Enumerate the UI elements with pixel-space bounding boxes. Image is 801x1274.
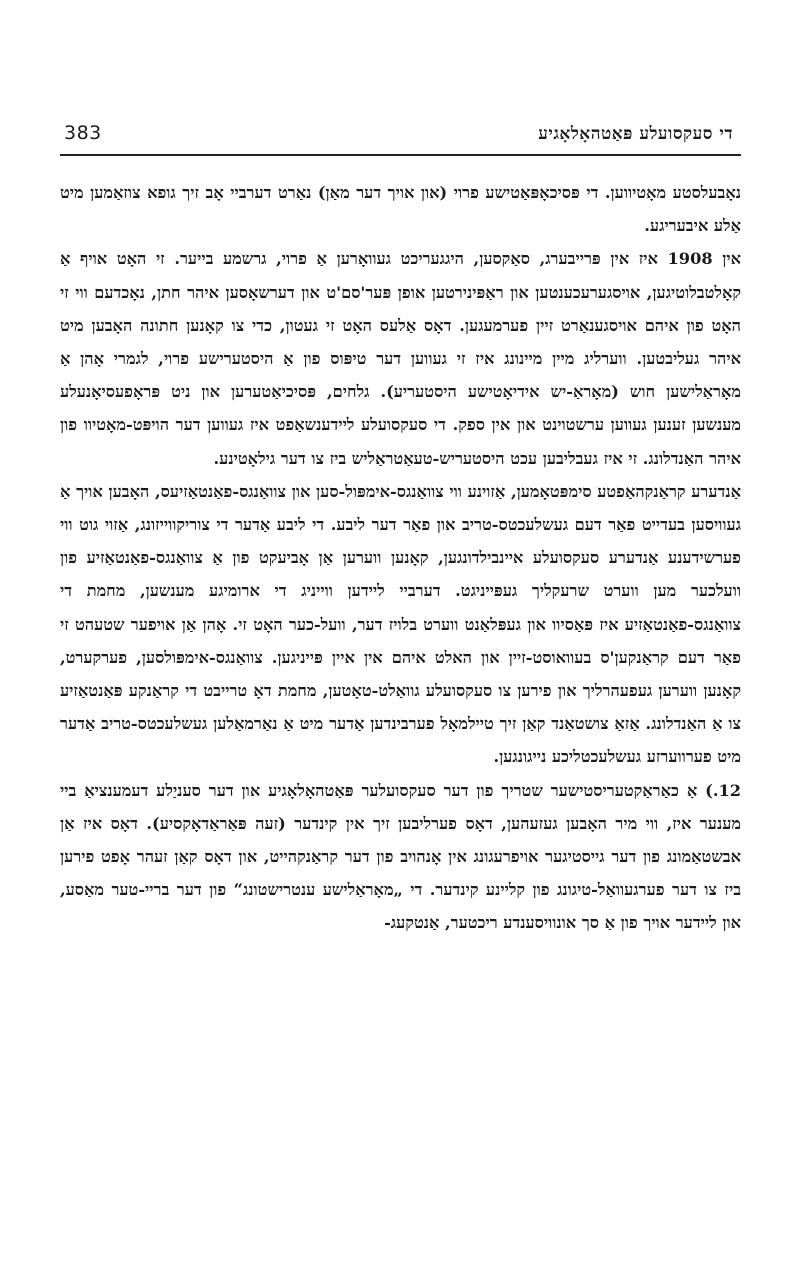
body-text xyxy=(60,176,741,940)
paragraph: 12.) אַ כאַראַקטעריסטישער שטריך פון דער סעקסועלער פּאַטהאָלאָגיע און דער סעניַלע דעמענציאַ ביי מענער איז, ווי מיר האָבען געזעהען, דאָס פערליבען זיך אין קינדער (זעה פּאַראַדאָקסיע). דאָס איז אַן אבשטאַמונג פון דער גייסטיגער אויפרעגונג אין אָנהויב פון דער קראַנקהייט, און דאָס קאַן זעהר אָפט פירען ביז צו דער פערגעוואַל-טיגונג פון קליינע קינדער. די „מאָראַלישע ענטרישטונג“ פון דער בריי-טער מאַסע, און ליידער אויך פון אַ סך אונוויסענדע ריכטער, אַנטקעג- xyxy=(60,780,741,933)
running-title: די סעקסועלע פּאַטהאָלאָגיע xyxy=(538,124,733,144)
page-number: 383 xyxy=(64,122,102,144)
paragraph: אין 1908 איז אין פּרייבערג, סאַקסען, היגגעריכט געוואָרען אַ פרוי, גרשמע בייער. זי האָט אויף אַ קאָלטבלוטיגען, אויסגערעכענטען און ראַפּינירטען אופן פּער'סם'ט און דערשאָסען איהר חתן, נאָכדעם ווי זי האָט פון איהם אויסגענאַרט זיין פערמעגען. דאָס אַלעס האָט זי געטון, כדי צו קאָנען חתונה האָבען מיט איהר געליבטען. ווערליג מיין מיינונג איז זי געווען דער טיפּוס פון אַ היסטערישע פרוי, לגמרי אָהן אַ מאָראַלישען חוש (מאָראַ-יש אידיאָטישע היסטעריע). גלחים, פּסיכיאַטערען און ניט פּראָפעסיאָנעלע מענשען זענען געווען ערשטוינט און אין ספק. די סעקסועלע ליידענשאַפט איז געווען דער הויפּט-מאָטיוו פון איהר האַנדלונג. זי איז געבליבען עכט היסטעריש-טעאַטראַליש ביז צו דער גילאָטינע. xyxy=(60,249,742,468)
page-header xyxy=(60,116,741,156)
paragraph: נאָבעלסטע מאָטיווען. די פּסיכאָפּאַטישע פרוי (און אויך דער מאַן) נאַרט דערביי אָב זיך גופא צוזאַמען מיט אַלע איבעריגע. xyxy=(60,183,741,236)
paragraph: אַנדערע קראַנקהאַפטע סימפּטאָמען, אַזוינע ווי צוואַנגס-אימפּול-סען און צוואַנגס-פאַנטאַזיעס, האָבען אויך אַ געוויסען בעדייט פאַר דעם געשלעכטס-טריב און פאַר דער ליבע. די ליבע אַדער די צוריקווייזונג, אַזוי גוט ווי פערשידענע אַנדערע סעקסועלע איינבילדונגען, קאָנען ווערען אַן אָביעקט פון אַ צוואַנגס-פאַנטאַזיע פון וועלכער מען ווערט שרעקליך געפּייניגט. דערביי ליידען ווייניג די ארומיגע מענשען, מחמת די צוואַנגס-פאַנטאַזיע איז פּאַסיוו און געפּלאַנט ווערט בלויז דער, וועל-כער האָט זי. אָהן אַן אויפער שטעהט זי פאַר דעם קראַנקען'ס בעוואוסט-זיין און הא‍לט איהם אין איין פּייניגען. צוואַנגס-אימפּולסען, פערקערט, קאָנען ווערען געפעהרליך און פירען צו סעקסועלע גוואַלט-טאָטען, מחמת דאָ טרייבט די קראַנקע פּאַנטאַזיע צו אַ האַנדלונג. אַזאַ צושטאַנד קאַן זיך טיילמאָל פערבינדען אַדער מיט אַ נאַרמאַלען געשלעכטס-טריב אַדער מיט פערווערזע געשלעכטליכע נייגונגען. xyxy=(60,481,741,767)
